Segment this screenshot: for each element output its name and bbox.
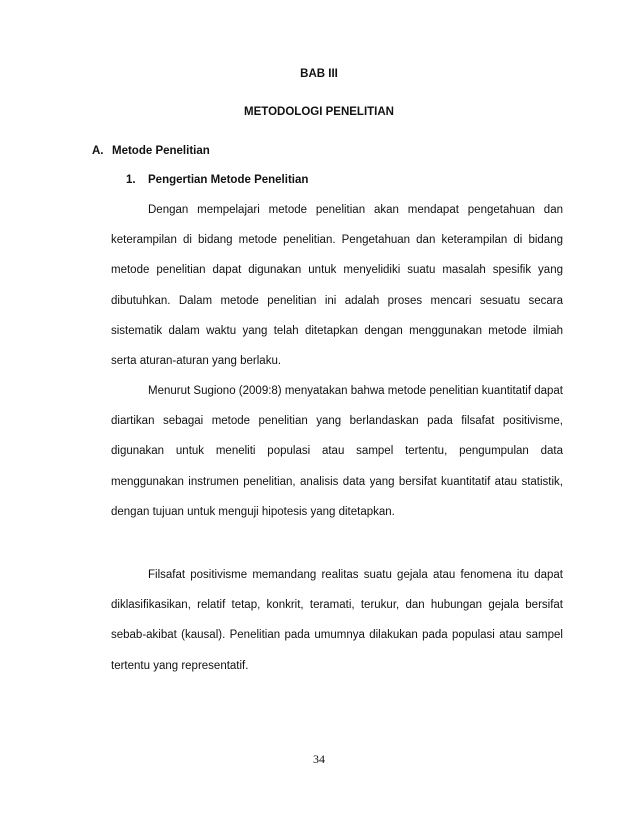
section-heading <box>92 145 210 157</box>
paragraph-1: Dengan mempelajari metode penelitian akan mendapat pengetahuan dan keterampilan di bidang metode penelitian. Pengetahuan dan keterampilan di bidang metode penelitian dapat digunakan untuk menyelidiki suatu masalah spesifik yang dibutuhkan. Dalam metode penelitian ini adalah proses mencari sesuatu secara sistematik dalam waktu yang telah ditetapkan dengan menggunakan metode ilmiah serta aturan-aturan yang berlaku. <box>111 204 563 368</box>
paragraph-2: Menurut Sugiono (2009:8) menyatakan bahwa metode penelitian kuantitatif dapat diartikan sebagai metode penelitian yang berlandaskan pada filsafat positivisme, digunakan untuk meneliti populasi atau sampel tertentu, pengumpulan data menggunakan instrumen penelitian, analisis data yang bersifat kuantitatif atau statistik, dengan tujuan untuk menguji hipotesis yang ditetapkan. <box>111 385 563 518</box>
section-title: Metode Penelitian <box>112 145 210 157</box>
paragraph-3: Filsafat positivisme memandang realitas suatu gejala atau fenomena itu dapat diklasifikasikan, relatif tetap, konkrit, teramati, terukur, dan hubungan gejala bersifat sebab-akibat (kausal). Penelitian pada umumnya dilakukan pada populasi atau sampel tertentu yang representatif. <box>111 569 563 672</box>
chapter-title: METODOLOGI PENELITIAN <box>244 106 394 118</box>
chapter-label: BAB III <box>300 68 338 80</box>
page-number: 34 <box>313 752 325 766</box>
subsection-heading <box>126 174 308 186</box>
subsection-title: Pengertian Metode Penelitian <box>148 174 309 186</box>
section-letter: A. <box>92 145 104 157</box>
subsection-number: 1. <box>126 174 136 186</box>
